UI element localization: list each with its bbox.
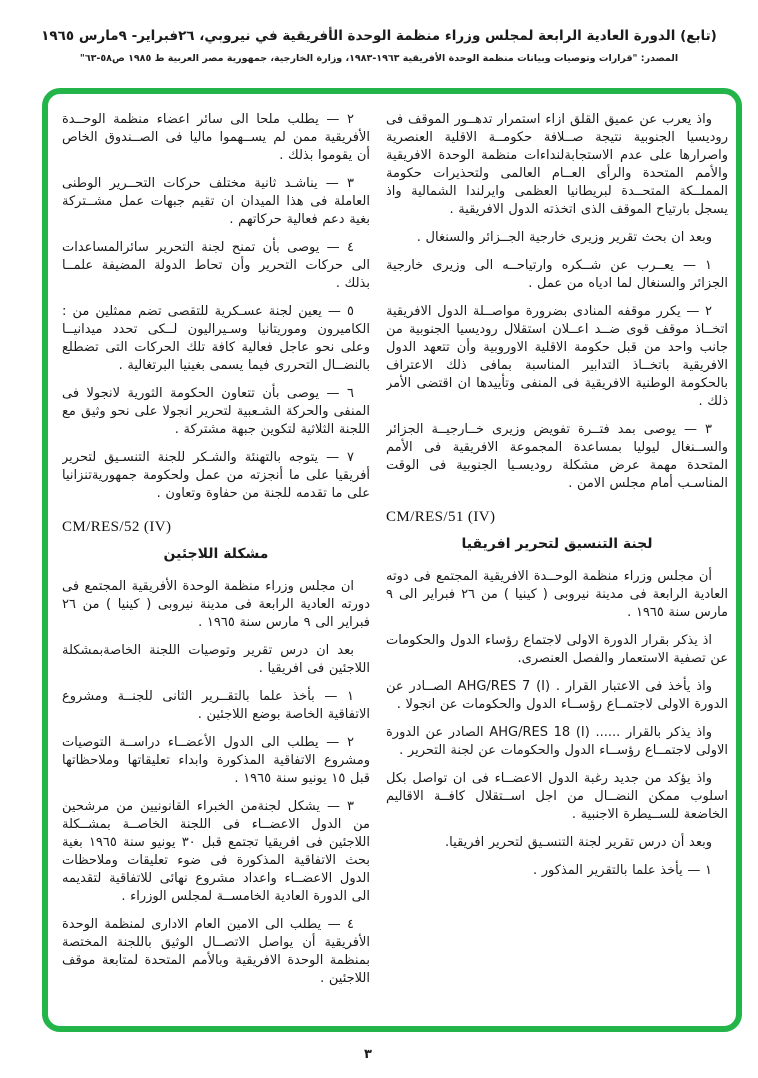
paragraph: واذ يذكر بالقرار ...... ‎AHG/RES 18 (I)‎ الصادر عن الدورة الاولى لاجتمــاع رؤســاء الدول والحكومات عن لجنة التحرير . bbox=[386, 725, 728, 758]
paragraph: ١ — بأخذ علما بالتقــرير الثانى للجنــة ومشروع الاتفاقية الخاصة بوضع اللاجئين . bbox=[62, 689, 370, 722]
paragraph: ١ — يأخذ علما بالتقرير المذكور . bbox=[533, 863, 712, 878]
page-number: ٣ bbox=[364, 1047, 372, 1062]
paragraph: ٣ — يناشـد ثانية مختلف حركات التحــرير الوطنى العاملة فى هذا الميدان ان تقيم جبهات عمل مشــتركة بغية دعم فعالية حركاتهم . bbox=[62, 176, 370, 227]
paragraph: ٢ — يطلب الى الدول الأعضــاء دراســة التوصيات ومشروع الاتفاقية المذكورة وابداء تعليقاتها وملاحظاتها قبل ١٥ يونيو سنة ١٩٦٥ . bbox=[62, 735, 370, 786]
paragraph: ٣ — يوصى بمد فتــرة تفويض وزيرى خــارجيــة الجزائر والســنغال ليوليا بمساعدة المجموعة الافريقية فى الأمم المتحدة مهمة عرض مشكلة روديسـيا الجنوبية فى الوقت المناسـب أمام مجلس الامن . bbox=[386, 422, 728, 491]
header-title: (تابع) الدورة العادية الرابعة لمجلس وزراء منظمة الوحدة الأفريقية في نيروبي، ٢٦فبراير- ٩مارس ١٩٦٥ bbox=[41, 28, 717, 44]
paragraph: وبعد ان بحث تقرير وزيرى خارجية الجــزائر والسنغال . bbox=[416, 230, 712, 245]
paragraph: ٤ — يطلب الى الامين العام الادارى لمنظمة الوحدة الأفريقية أن يواصل الاتصــال الوثيق باللجنة المختصة بمنظمة الوحدة الافريقية وبالأمم المتحدة لمتابعة موقف اللاجئين . bbox=[62, 917, 370, 986]
column-right bbox=[386, 111, 728, 1026]
section-heading: لجنة التنسيق لتحرير افريقيا bbox=[461, 536, 653, 552]
paragraph: ان مجلس وزراء منظمة الوحدة الأفريقية المجتمع فى دورته العادية الرابعة فى مدينة نيروبى ( كينيا ) من ٢٦ فبراير الى ٩ مارس سنة ١٩٦٥ . bbox=[62, 579, 370, 630]
paragraph: اذ يذكر بقرار الدورة الاولى لاجتماع رؤساء الدول والحكومات عن تصفية الاستعمار والفصل العنصرى. bbox=[386, 633, 728, 666]
column-left bbox=[62, 111, 370, 1026]
green-frame bbox=[42, 88, 742, 1032]
paragraph: ٣ — يشكل لجنةمن الخبراء القانونيين من مرشحين من الدول الاعضــاء فى اللجنة الخاصــة بمشــكلة اللاجئين فى افريقيا تجتمع قبل ٣٠ يونيو سنة ١٩٦٥ بغية بحث الاتفاقية المذكورة فى ضوء تعليقات وملاحظات الدول الاعضــاء واعداد مشروع نهائى للاتفاقية لتقديمه الى الدورة العادية الخامســة لمجلس الوزراء . bbox=[62, 799, 370, 904]
paragraph: بعد ان درس تقرير وتوصيات اللجنة الخاصةبمشكلة اللاجئين فى افريقيا . bbox=[62, 643, 370, 676]
paragraph: وبعد أن درس تقرير لجنة التنسـيق لتحرير افريقيا. bbox=[445, 835, 712, 850]
paragraph: أن مجلس وزراء منظمة الوحــدة الافريقية المجتمع فى دوته العادية الرابعة فى مدينة نيروبى ( كينيا ) من ٢٦ فبراير الى ٩ مارس سنة ١٩٦٥ . bbox=[386, 569, 728, 620]
paragraph: ٢ — يطلب ملحا الى سائر اعضاء منظمة الوحــدة الأفريقية ممن لم يســهموا ماليا فى الصــندوق الخاص أن يقوموا بذلك . bbox=[62, 112, 370, 163]
paragraph: واذ يؤكد من جديد رغبة الدول الاعضــاء فى ان تواصل بكل اسلوب ممكن النضــال من اجل اســتقلال كافــة الاقاليم الخاضعة للســيطرة الاجنبية . bbox=[386, 771, 728, 822]
two-column-body bbox=[48, 94, 736, 1026]
page-header bbox=[0, 0, 758, 64]
paragraph: واذ يأخذ فى الاعتبار القرار . ‎AHG/RES 7 (I)‎ الصــادر عن الدورة الاولى لاجتمــاع رؤســاء الدول والحكومات عن انجولا . bbox=[386, 679, 728, 712]
paragraph: ٦ — يوصى بأن تتعاون الحكومة الثورية لانجولا فى المنفى والحركة الشـعبية لتحرير انجولا على نحو وثيق مع اللجنة الثلاثية لتكوين جبهة مشتركة . bbox=[62, 386, 370, 437]
paragraph: واذ يعرب عن عميق القلق ازاء استمرار تدهــور الموقف فى روديسيا الجنوبية نتيجة صــلافة حكومــة الاقلية العنصرية واصرارها على عدم الاستجابةلنداءات منظمة الوحدة الافريقية والأمم المتحدة والرأى العــام العالمى ولتحذيرات حكومة المملــكة المتحــدة لبريطانيا العظمى وايرلندا الشمالية واذ يسجل بارتياح الموقف الذى اتخذته الدول الافريقية . bbox=[386, 112, 728, 217]
header-source: المصدر: "قرارات وتوصيات وبيانات منظمة الوحدة الأفريقية ١٩٦٣-١٩٨٣، وزارة الخارجية، جمهورية مصر العربية ط ١٩٨٥ ص٥٨-٦٣" bbox=[79, 53, 679, 64]
resolution-code: CM/RES/51 (IV) bbox=[386, 509, 496, 525]
paragraph: ٢ — يكرر موقفه المنادى بضرورة مواصــلة الدول الافريقية اتخــاذ موقف قوى ضــد اعــلان استقلال روديسيا الجنوبية من جانب واحد من قبل حكومة الاقلية الاوروبية وأن تتعهد الدول الافريقية باتخــاذ التدابير المناسبة بمافى ذلك الاعتراف بالحكومة الوطنية الافريقية فى المنفى وتأييدها ان اقتضى الأمر ذلك . bbox=[386, 304, 728, 409]
section-heading: مشكلة اللاجئين bbox=[163, 546, 269, 562]
resolution-code: CM/RES/52 (IV) bbox=[62, 519, 172, 535]
paragraph: ٥ — يعين لجنة عسـكرية للتقصى تضم ممثلين من : الكاميرون وموريتانيا وسـيراليون لــكى تحدد ميدانيــا وعلى نحو عاجل فعالية كافة تلك الحركات التى تضطلع بالنضــال التحررى فيما يسمى بغينيا البرتغالية . bbox=[62, 304, 370, 373]
paragraph: ٤ — يوصى بأن تمنح لجنة التحرير سائرالمساعدات الى حركات التحرير وأن تحاط الدولة المضيفة علمــا بذلك . bbox=[62, 240, 370, 291]
paragraph: ٧ — يتوجه بالتهنئة والشـكر للجنة التنسـيق لتحرير أفريقيا على ما أنجزته من عمل ولحكومة جمهوريةتنزانيا على ما تقدمه للجنة من حفاوة وتعاون . bbox=[62, 450, 370, 501]
paragraph: ١ — يعــرب عن شــكره وارتياحــه الى وزيرى خارجية الجزائر والسنغال لما ادياه من عمل . bbox=[386, 258, 728, 291]
